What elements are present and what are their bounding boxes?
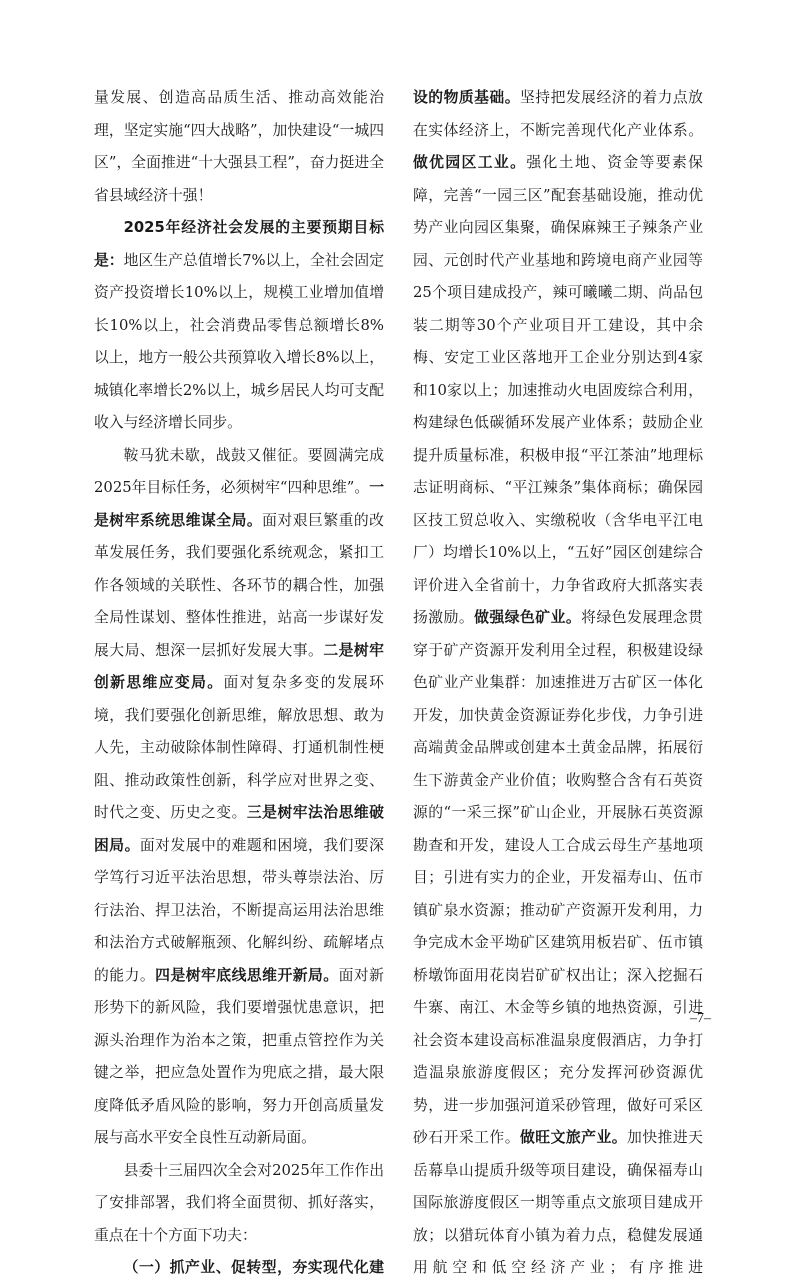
paragraph-targets: 2025年经济社会发展的主要预期目标是：地区生产总值增长7%以上，全社会固定资产投资增长10%以上，规模工业增加值增长10%以上，社会消费品零售总额增长8%以上，地方一般公共预算收入增长8%以上，城镇化率增长2%以上，城乡居民人均可支配收入与经济增长同步。 xyxy=(94,219,384,431)
page-number: –7– xyxy=(690,1011,711,1026)
paragraph-four-thinkings: 鞍马犹未歇，战鼓又催征。要圆满完成2025年目标任务，必须树牢“四种思维”。一是树牢系统思维谋全局。面对艰巨繁重的改革发展任务，我们要强化系统观念，紧扣工作各领域的关联性、各环节的耦合性，加强全局性谋划、整体性推进，站高一步谋好发展大局、想深一层抓好发展大事。二是树牢创新思维应变局。面对复杂多变的发展环境，我们要强化创新思维，解放思想、敢为人先，主动破除体制性障碍、打通机制性梗阻、推动政策性创新，科学应对世界之变、时代之变、历史之变。三是树牢法治思维破困局。面对发展中的难题和困境，我们要深学笃行习近平法治思想，带头尊崇法治、厉行法治、捍卫法治，不断提高运用法治思维和法治方式破解瓶颈、化解纠纷、疏解堵点的能力。四是树牢底线思维开新局。面对新形势下的新风险，我们要增强忧患意识，把源头治理作为治本之策，把重点管控作为关键之举，把应急处置作为兜底之措，最大限度降低矛盾风险的影响，努力开创高质量发展与高水平安全良性互动新局面。 xyxy=(94,446,384,1146)
section-heading-one: （一）抓产业、促转型，夯实现代化建 xyxy=(123,1259,384,1276)
section-heading-one-cont: 设的物质基础。 xyxy=(413,89,521,106)
point-three-heading: 三是树牢法治思维破困局。 xyxy=(94,804,384,854)
paragraph-plenary: 县委十三届四次全会对2025年工作作出了安排部署，我们将全面贯彻、抓好落实，重点在十个方面下功夫： xyxy=(94,1161,384,1244)
point-four-heading: 四是树牢底线思维开新局。 xyxy=(155,966,339,984)
paragraph-industry: 设的物质基础。坚持把发展经济的着力点放在实体经济上，不断完善现代化产业体系。做优园区工业。强化土地、资金等要素保障，完善“一园三区”配套基础设施，推动优势产业向园区集聚，确保麻辣王子辣条产业园、元创时代产业基地和跨境电商产业园等25个项目建成投产，辣可曦曦二期、尚品包装二期等30个产业项目开工建设，其中余梅、安定工业区落地开工企业分别达到4家和10家以上；加速推动火电固废综合利用，构建绿色低碳循环发展产业体系；鼓励企业提升质量标准，积极申报“平江茶油”地理标志证明商标、“平江辣条”集体商标；确保园区技工贸总收入、实缴税收（含华电平江电厂）均增长10%以上，“五好”园区创建综合评价进入全省前十，力争省政府大抓落实表扬激励。做强绿色矿业。将绿色发展理念贯穿于矿产资源开发利用全过程，积极建设绿色矿业产业集群：加速推进万古矿区一体化开发，加快黄金资源证券化步伐，力争引进高端黄金品牌或创建本土黄金品牌，拓展衍生下游黄金产业价值；收购整合含有石英资源的“一采三探”矿山企业，开展脉石英资源勘查和开发，建设人工合成云母生产基地项目；引进有实力的企业，开发福寿山、伍市镇矿泉水资源；推动矿产资源开发利用，力争完成木金平坳矿区建筑用板岩矿、伍市镇桥墩饰面用花岗岩矿矿权出让；深入挖掘石牛寨、南江、木金等乡镇的地热资源，引进社会资本建设高标准温泉度假酒店，力争打造温泉旅游度假区；充分发挥河砂资源优势，进一步加强河道采砂管理，做好可采区砂石开采工作。做旺文旅产业。加快推进天岳幕阜山提质升级等项目建设，确保福寿山国际旅游度假区一期等重点文旅项目建成开放；以猎玩体育小镇为着力点，稳健发展通用航空和低空经济产业；有序推进 xyxy=(413,89,703,1276)
right-column xyxy=(413,82,703,1285)
green-mining-heading: 做强绿色矿业。 xyxy=(474,609,582,626)
targets-heading: 2025年经济社会发展的主要预期目标是： xyxy=(94,219,384,269)
paragraph-intro: 量发展、创造高品质生活、推动高效能治理，坚定实施“四大战略”，加快建设“一城四区”，全面推进“十大强县工程”，奋力挺进全省县域经济十强！ xyxy=(94,89,384,204)
culture-tourism-heading: 做旺文旅产业。 xyxy=(520,1129,628,1146)
park-industry-heading: 做优园区工业。 xyxy=(413,154,527,171)
point-two-heading: 二是树牢创新思维应变局。 xyxy=(94,641,384,691)
point-one-heading: 一是树牢系统思维谋全局。 xyxy=(94,479,384,529)
left-column xyxy=(94,82,384,1285)
